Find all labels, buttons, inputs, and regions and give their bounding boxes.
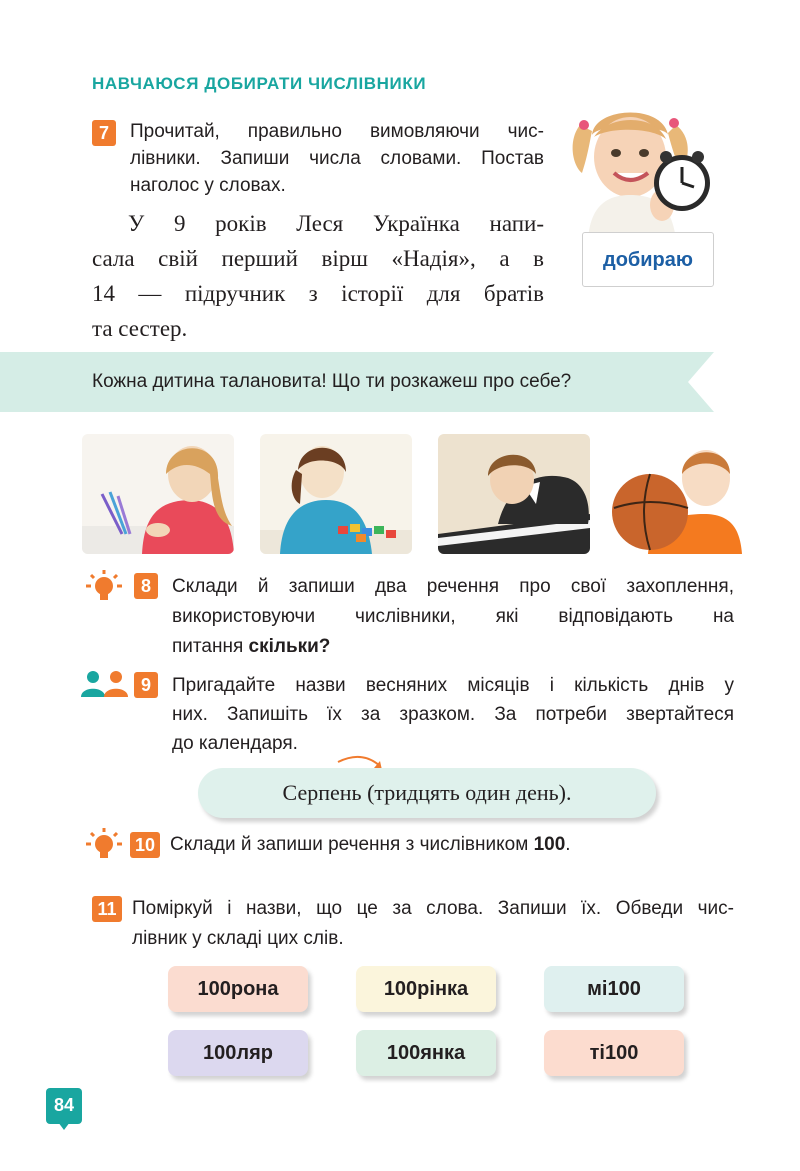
lightbulb-icon: [82, 570, 126, 604]
task-7-instruction: [130, 118, 544, 199]
task-7-text-passage: [92, 206, 544, 346]
task-8-line: [172, 632, 734, 662]
task-10-text: .: [565, 834, 571, 855]
task-number: 9: [134, 672, 158, 698]
task-8-bold-question: скільки?: [248, 636, 331, 657]
task-8-text: питання: [172, 636, 249, 657]
page-number-pointer: [58, 1122, 70, 1130]
task-7-line: Прочитай, правильно вимовляючи чис-: [130, 121, 544, 142]
task-8-badge: [134, 573, 158, 599]
task-11-line: Поміркуй і назви, що це за слова. Запиши їх. Обведи чис-: [132, 898, 734, 919]
task-9-badge: [134, 672, 158, 698]
word-tile: 100рона: [168, 966, 308, 1012]
task-11-instruction: [132, 894, 734, 954]
task-8-line: використовуючи числівники, які відповідають на: [172, 606, 734, 627]
example-sample: Серпень (тридцять один день).: [198, 768, 656, 818]
task-number: 7: [92, 120, 116, 146]
banner-text: Кожна дитина талановита! Що ти розкажеш про себе?: [92, 371, 572, 392]
task-9-line: до календаря.: [172, 733, 298, 754]
photo-girl-blocks: [260, 434, 412, 554]
photo-boy-basketball: [608, 434, 760, 554]
label-dobyrayu: добираю: [582, 232, 714, 287]
word-tile: ті100: [544, 1030, 684, 1076]
task-8-instruction: [172, 572, 734, 662]
word-tile: 100рінка: [356, 966, 496, 1012]
passage-line: 14 — підручник з історії для братів: [92, 281, 544, 306]
photo-boy-piano: [438, 434, 590, 554]
task-10-badge: [130, 832, 160, 858]
photo-girl-drawing: [82, 434, 234, 554]
task-7-line: лівники. Запиши числа словами. Постав: [130, 148, 544, 169]
task-7-line: наголос у словах.: [130, 175, 286, 196]
task-number: 8: [134, 573, 158, 599]
task-11-badge: [92, 896, 122, 922]
task-7-badge: [92, 120, 116, 146]
lightbulb-icon: [82, 828, 126, 862]
task-8-line: Склади й запиши два речення про свої захоплення,: [172, 576, 734, 597]
passage-line: сала свій перший вірш «Надія», а в: [92, 246, 544, 271]
passage-line: та сестер.: [92, 316, 188, 341]
word-tile: 100ляр: [168, 1030, 308, 1076]
task-10-text: Склади й запиши речення з числівником: [170, 834, 534, 855]
task-11-line: лівник у складі цих слів.: [132, 928, 344, 949]
pair-work-icon: [80, 671, 130, 697]
girl-with-clock-photo: [568, 95, 710, 240]
task-9-line: Пригадайте назви весняних місяців і кількість днів у: [172, 675, 734, 696]
word-tile: 100янка: [356, 1030, 496, 1076]
task-number: 10: [130, 832, 160, 858]
passage-line: У 9 років Леся Українка напи-: [128, 211, 544, 236]
task-10-bold-number: 100: [533, 834, 566, 855]
task-10-instruction: [170, 831, 571, 858]
task-9-instruction: [172, 671, 734, 758]
task-9-line: них. Запишіть їх за зразком. За потреби звертайтеся: [172, 704, 734, 725]
page-number: 84: [46, 1088, 82, 1124]
section-title: НАВЧАЮСЯ ДОБИРАТИ ЧИСЛІВНИКИ: [92, 74, 427, 93]
task-number: 11: [92, 896, 122, 922]
word-tile: мі100: [544, 966, 684, 1012]
